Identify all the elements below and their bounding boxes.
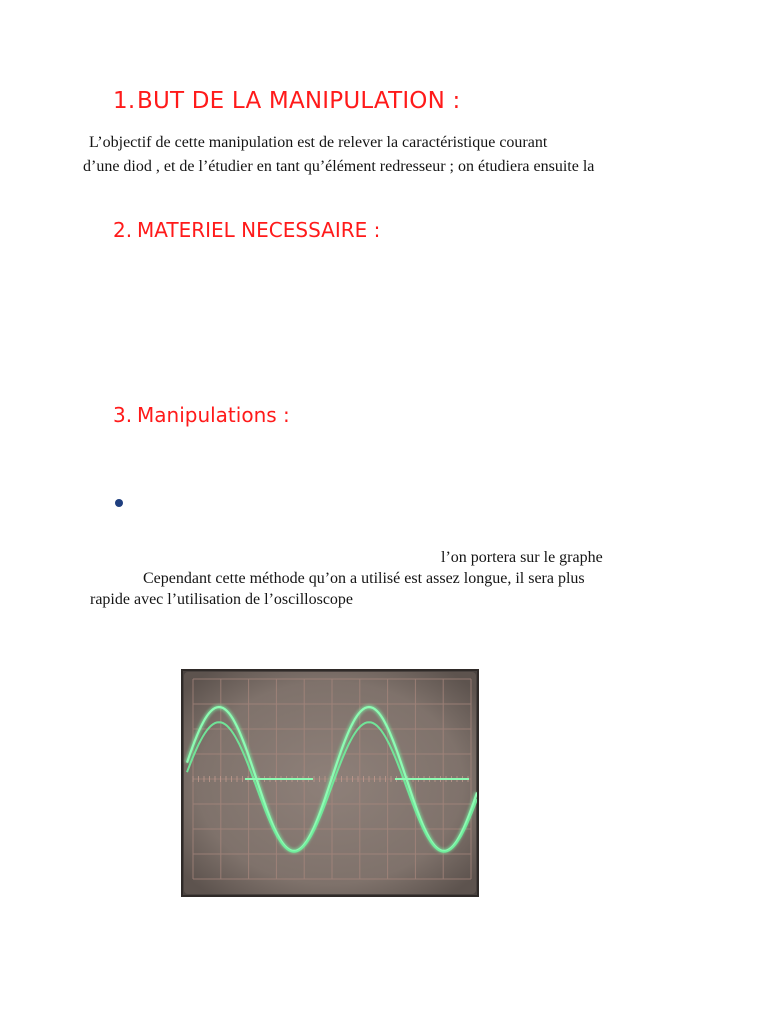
oscilloscope-image <box>181 669 479 897</box>
objective-line-1: L’objectif de cette manipulation est de relever la caractéristique courant <box>89 134 548 151</box>
section-heading-but <box>113 88 460 114</box>
objective-line-2: d’une diod , et de l’étudier en tant qu’élément redresseur ; on étudiera ensuite la <box>83 158 595 175</box>
section-number: 2. <box>113 218 133 242</box>
section-number: 3. <box>113 403 133 427</box>
bullet-icon <box>115 499 123 507</box>
section-number: 1. <box>113 88 136 114</box>
section-title: MATERIEL NECESSAIRE : <box>137 218 381 242</box>
method-line-1: Cependant cette méthode qu’on a utilisé est assez longue, il sera plus <box>143 570 585 587</box>
section-heading-manipulations <box>113 403 290 427</box>
section-title: Manipulations : <box>137 403 290 427</box>
oscilloscope-screen-icon <box>181 669 479 897</box>
section-title: BUT DE LA MANIPULATION : <box>137 88 461 114</box>
method-line-2: rapide avec l’utilisation de l’oscilloscope <box>90 591 354 608</box>
section-heading-materiel <box>113 218 380 242</box>
graph-line: l’on portera sur le graphe <box>441 549 603 566</box>
